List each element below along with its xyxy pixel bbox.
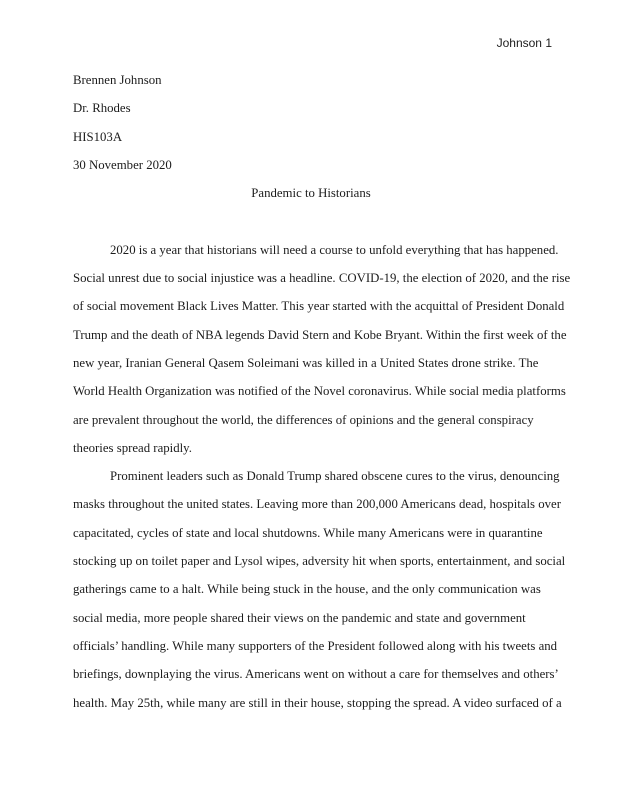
paragraph2-line: capacitated, cycles of state and local shutdowns. While many Americans were in quarantine (73, 525, 543, 540)
paragraph1-line: of social movement Black Lives Matter. This year started with the acquittal of President Donald (73, 299, 565, 314)
paragraph1-line: are prevalent throughout the world, the differences of opinions and the general conspiracy (73, 412, 534, 427)
paragraph1-line: Trump and the death of NBA legends David Stern and Kobe Bryant. Within the first week of the (73, 327, 567, 342)
paragraph1-line: World Health Organization was notified of the Novel coronavirus. While social media platforms (73, 384, 566, 399)
document-body (73, 66, 571, 717)
paragraph2-line: health. May 25th, while many are still in their house, stopping the spread. A video surfaced of a (73, 695, 562, 710)
paragraph1-line: new year, Iranian General Qasem Soleimani was killed in a United States drone strike. The (73, 355, 539, 370)
paragraph2-line: Prominent leaders such as Donald Trump shared obscene cures to the virus, denouncing (110, 469, 560, 484)
paragraph2-line: officials’ handling. While many supporters of the President followed along with his tweets and (73, 638, 558, 653)
heading-author-name: Brennen Johnson (73, 73, 162, 87)
blank-line (73, 207, 549, 235)
paragraph1-line: Social unrest due to social injustice was a headline. COVID-19, the election of 2020, and the rise (73, 271, 571, 286)
essay-title: Pandemic to Historians (251, 186, 371, 201)
paragraph2-line: stocking up on toilet paper and Lysol wipes, adversity hit when sports, entertainment, and social (73, 554, 566, 569)
paragraph2-line: masks throughout the united states. Leaving more than 200,000 Americans dead, hospitals over (73, 497, 561, 512)
paragraph1-line: 2020 is a year that historians will need a course to unfold everything that has happened. (110, 242, 559, 257)
paragraph1-line: theories spread rapidly. (73, 440, 192, 455)
page-number-label: Johnson 1 (496, 36, 552, 50)
paragraph2-line: briefings, downplaying the virus. Americans went on without a care for themselves and others’ (73, 667, 559, 682)
running-header (497, 36, 552, 50)
paragraph2-line: gatherings came to a halt. While being stuck in the house, and the only communication was (73, 582, 541, 597)
heading-instructor-name: Dr. Rhodes (73, 101, 131, 116)
heading-date: 30 November 2020 (73, 157, 172, 172)
heading-course-code: HIS103A (73, 129, 123, 144)
paragraph2-line: social media, more people shared their views on the pandemic and state and government (73, 610, 526, 625)
